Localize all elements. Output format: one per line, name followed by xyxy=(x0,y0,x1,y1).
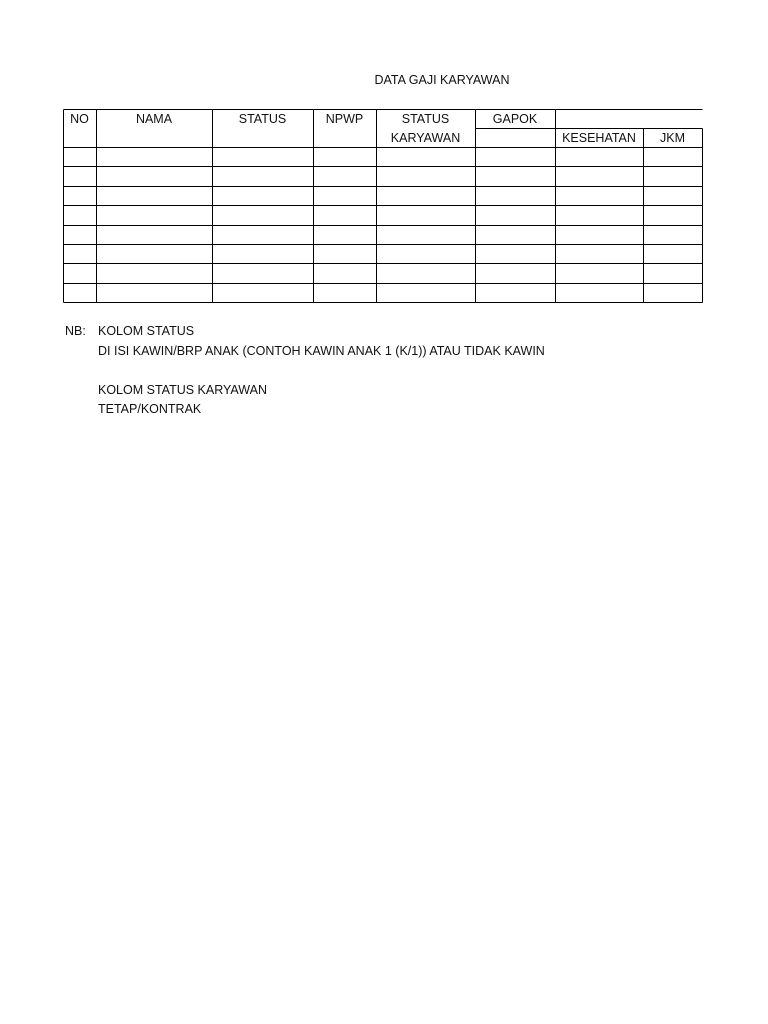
header-kesehatan: KESEHATAN xyxy=(562,131,636,145)
header-nama: NAMA xyxy=(135,112,173,126)
header-npwp: NPWP xyxy=(325,112,364,126)
header-gapok: GAPOK xyxy=(492,112,538,126)
header-status-karyawan-line2: KARYAWAN xyxy=(390,131,461,145)
note-kolom-status-karyawan: KOLOM STATUS KARYAWAN xyxy=(98,383,268,397)
header-status-karyawan-line1: STATUS xyxy=(401,112,450,126)
header-jkm: JKM xyxy=(660,131,685,145)
note-status-karyawan-values: TETAP/KONTRAK xyxy=(98,402,202,416)
header-status: STATUS xyxy=(238,112,287,126)
notes-label: NB: xyxy=(65,324,86,338)
note-status-instruction: DI ISI KAWIN/BRP ANAK (CONTOH KAWIN ANAK 1 (K/1)) ATAU TIDAK KAWIN xyxy=(98,344,545,358)
header-no: NO xyxy=(70,112,89,126)
document-title: DATA GAJI KARYAWAN xyxy=(374,73,510,87)
note-kolom-status: KOLOM STATUS xyxy=(98,324,195,338)
